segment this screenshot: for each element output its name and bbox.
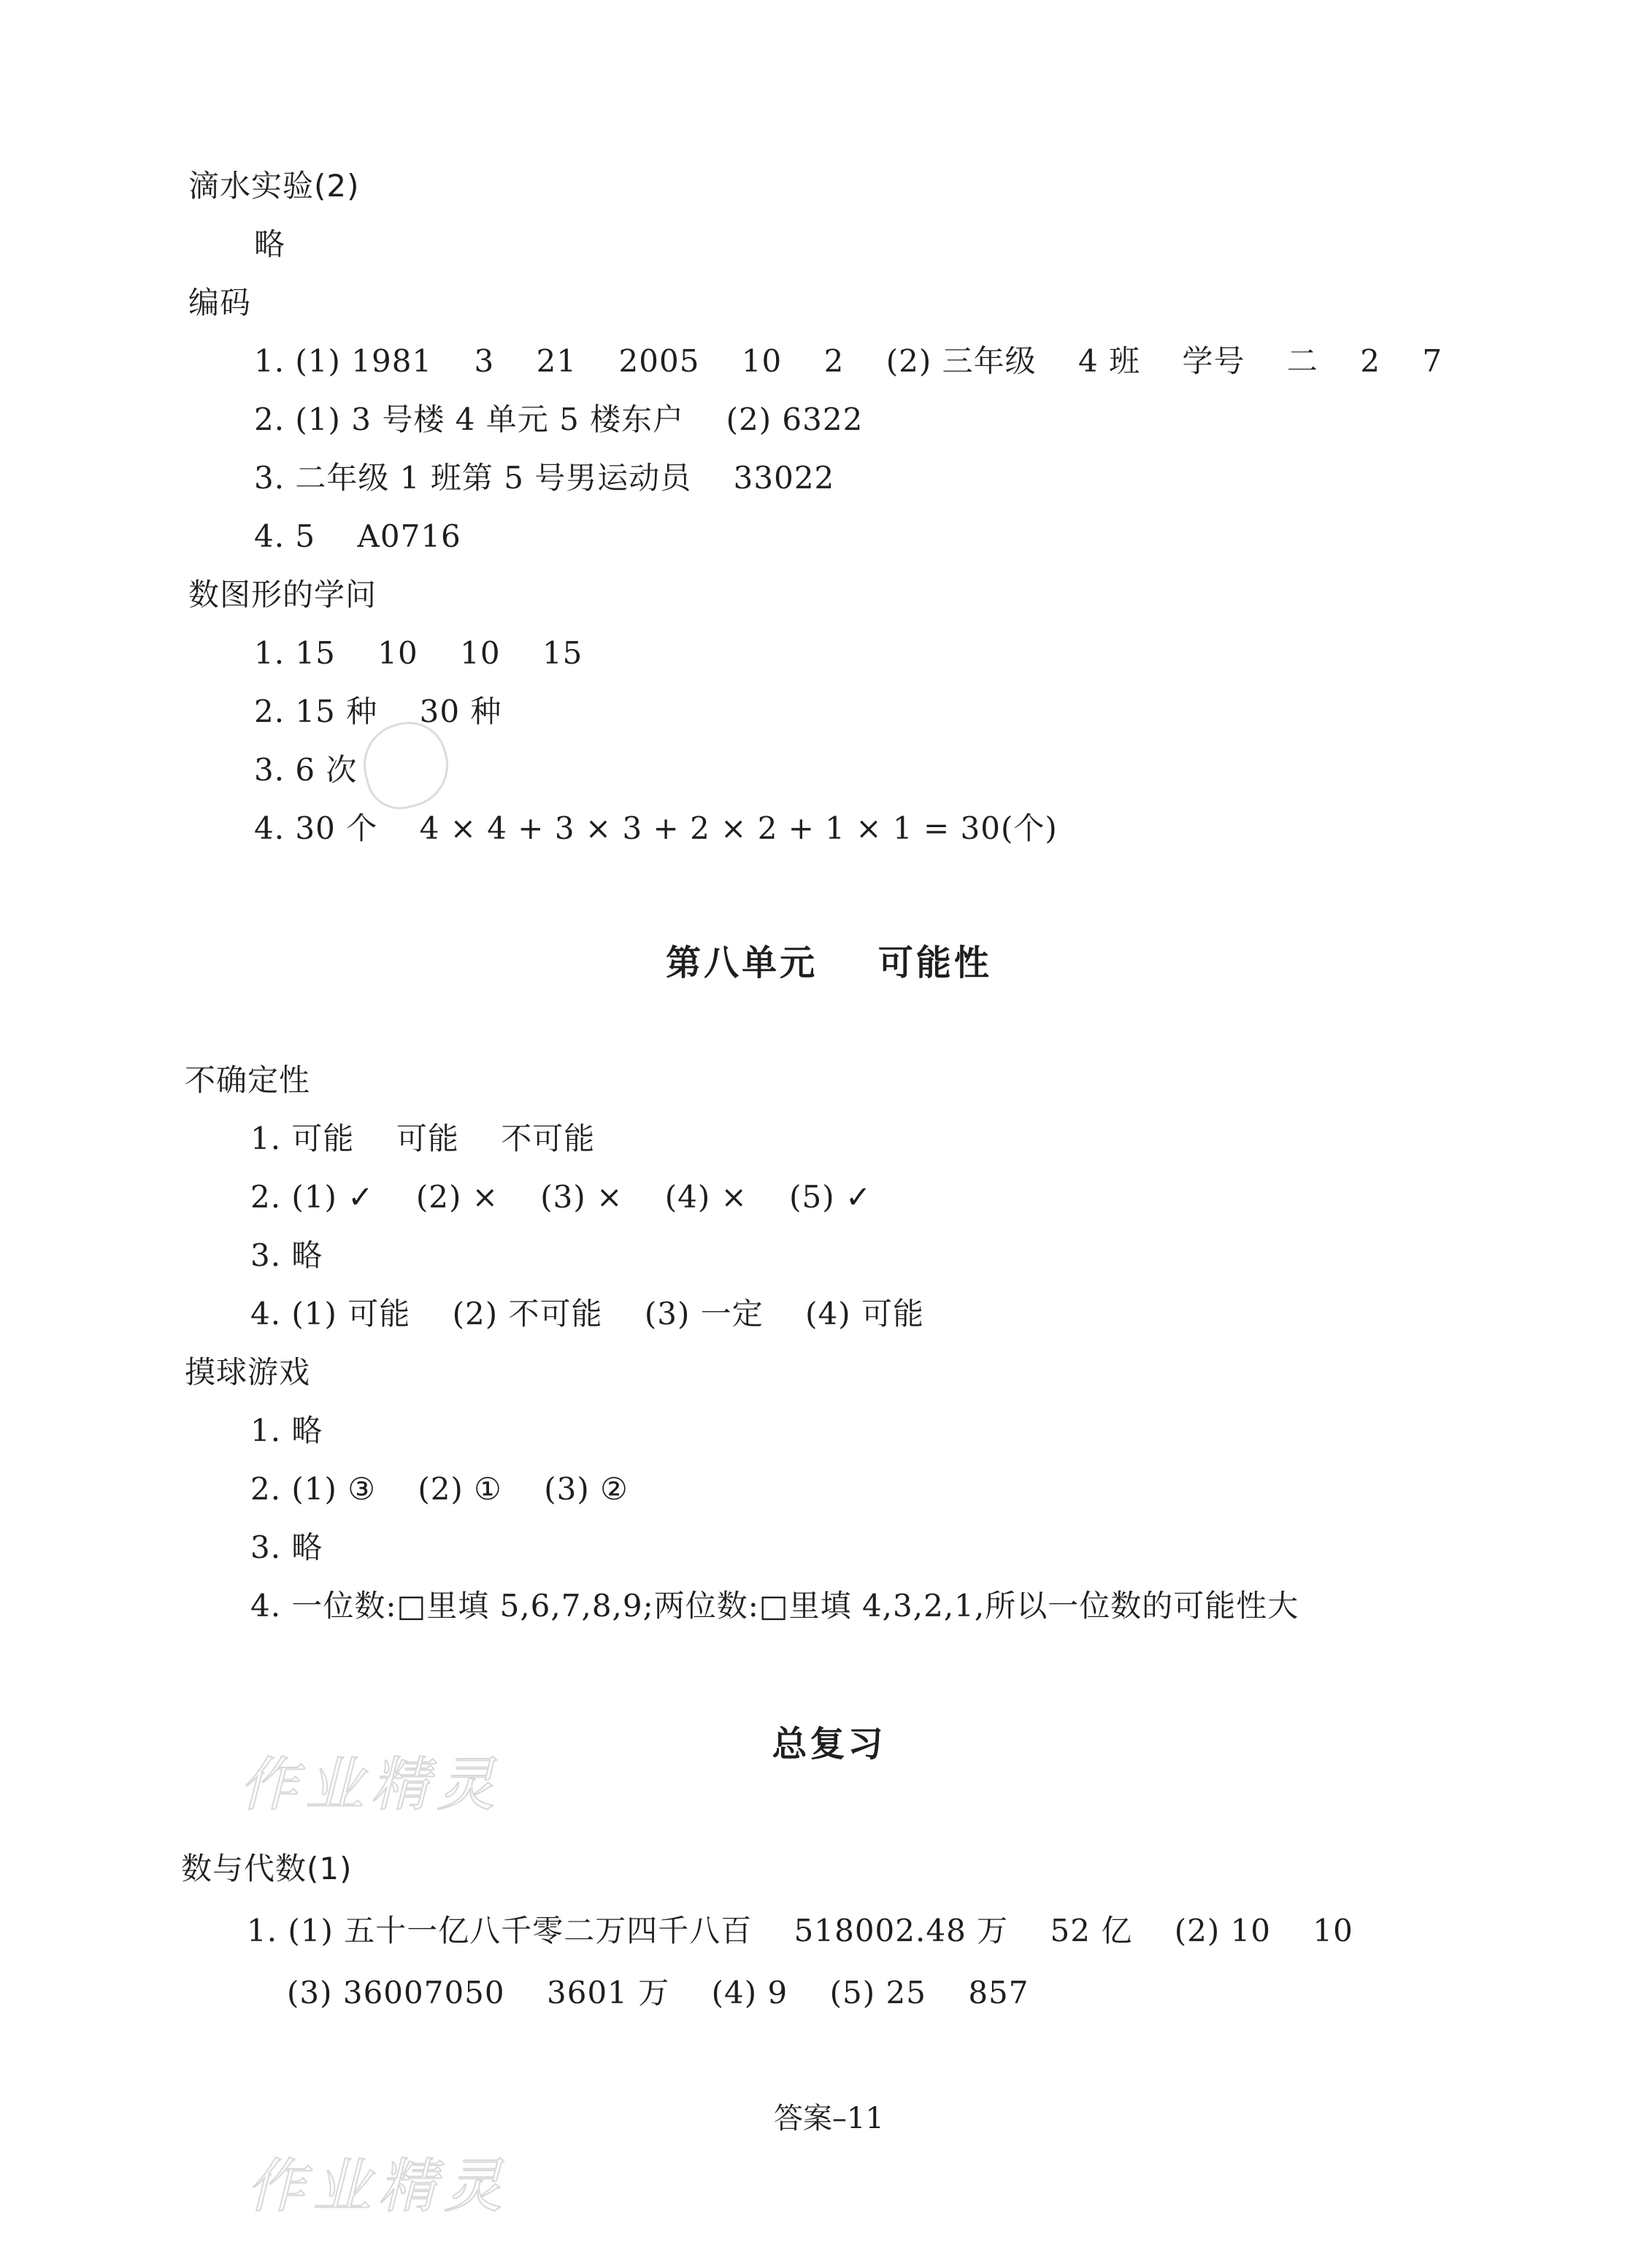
answer-line: 4. 一位数:□里填 5,6,7,8,9;两位数:□里填 4,3,2,1,所以一位数的可能性大 — [250, 1588, 1299, 1624]
answer-line: 4. (1) 可能 (2) 不可能 (3) 一定 (4) 可能 — [250, 1296, 925, 1332]
review-title: 总复习 — [772, 1724, 886, 1765]
watermark-text: 作业精灵 — [239, 1751, 502, 1819]
section-title-drip-experiment: 滴水实验(2) — [188, 168, 360, 204]
answer-line: 2. (1) 3 号楼 4 单元 5 楼东户 (2) 6322 — [254, 402, 864, 437]
section-title-encoding: 编码 — [188, 285, 252, 320]
watermark-text: 作业精灵 — [247, 2152, 510, 2220]
section-title-ball-game: 摸球游戏 — [185, 1354, 311, 1390]
section-title-numbers-algebra: 数与代数(1) — [181, 1851, 353, 1886]
answer-line: 1. (1) 五十一亿八千零二万四千八百 518002.48 万 52 亿 (2) 10 10 — [247, 1913, 1353, 1948]
answer-line: 4. 30 个 4 × 4 + 3 × 3 + 2 × 2 + 1 × 1 = 30(个) — [254, 810, 1058, 846]
answer-line: 略 — [254, 226, 286, 262]
answer-line: 2. (1) ✓ (2) × (3) × (4) × (5) ✓ — [250, 1179, 872, 1215]
answer-line: 1. (1) 1981 3 21 2005 10 2 (2) 三年级 4 班 学号 二 2 7 — [254, 343, 1443, 379]
answer-line: 1. 略 — [250, 1413, 323, 1448]
answer-line: 1. 15 10 10 15 — [254, 635, 583, 671]
answer-line: (3) 36007050 3601 万 (4) 9 (5) 25 857 — [287, 1975, 1029, 2011]
answer-line: 3. 略 — [250, 1529, 323, 1565]
answer-line: 3. 二年级 1 班第 5 号男运动员 33022 — [254, 460, 835, 496]
section-title-counting-shapes: 数图形的学问 — [188, 577, 377, 613]
answer-line: 2. 15 种 30 种 — [254, 694, 502, 729]
unit-title: 第八单元 可能性 — [666, 942, 992, 983]
answer-page — [20, 44, 1637, 2234]
answer-line: 3. 6 次 — [254, 752, 358, 788]
page-number: 答案–11 — [774, 2102, 884, 2135]
answer-line: 1. 可能 可能 不可能 — [250, 1121, 596, 1156]
answer-line: 4. 5 A0716 — [254, 518, 461, 554]
answer-line: 2. (1) ③ (2) ① (3) ② — [250, 1471, 629, 1507]
answer-line: 3. 略 — [250, 1237, 323, 1273]
section-title-uncertainty: 不确定性 — [185, 1062, 311, 1098]
